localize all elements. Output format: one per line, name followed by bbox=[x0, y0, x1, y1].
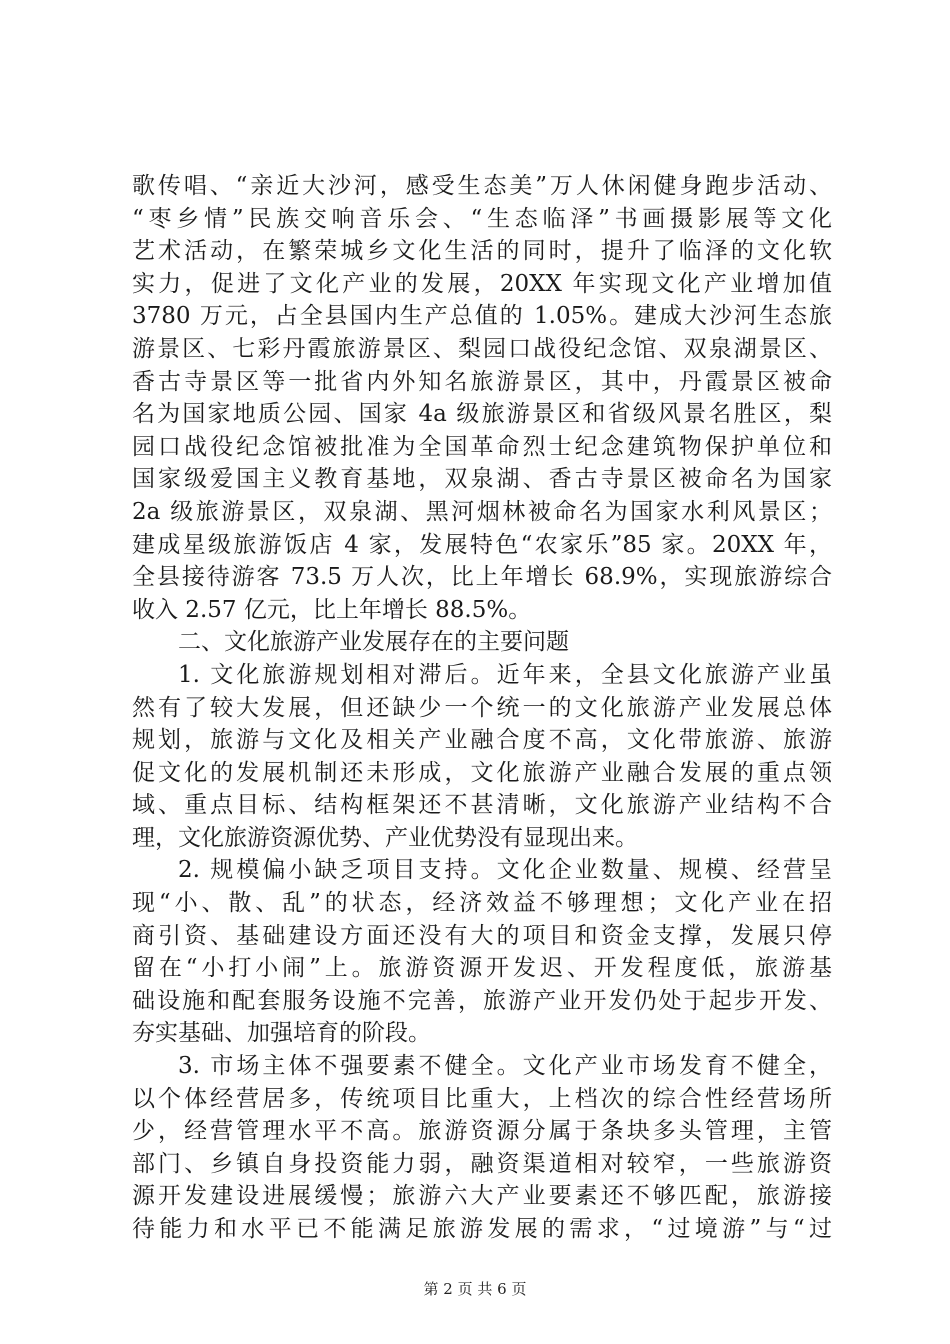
text-line: 然有了较大发展，但还缺少一个统一的文化旅游产业发展总体 bbox=[132, 694, 832, 721]
text-line: 二、文化旅游产业发展存在的主要问题 bbox=[178, 629, 569, 656]
text-line: 游景区、七彩丹霞旅游景区、梨园口战役纪念馆、双泉湖景区、 bbox=[132, 335, 832, 362]
body-text bbox=[132, 170, 832, 1246]
text-line: 1. 文化旅游规划相对滞后。近年来，全县文化旅游产业虽 bbox=[178, 661, 832, 688]
text-line: 源开发建设进展缓慢；旅游六大产业要素还不够匹配，旅游接 bbox=[132, 1183, 832, 1210]
text-line: 夯实基础、加强培育的阶段。 bbox=[132, 1020, 431, 1047]
text-line: 商引资、基础建设方面还没有大的项目和资金支撑，发展只停 bbox=[132, 922, 832, 949]
text-line: 待能力和水平已不能满足旅游发展的需求，“过境游”与“过 bbox=[132, 1216, 832, 1242]
page-footer: 第 2 页 共 6 页 bbox=[423, 1280, 527, 1298]
text-line: 2a 级旅游景区，双泉湖、黑河烟林被命名为国家水利风景区； bbox=[132, 498, 832, 525]
text-line: 部门、乡镇自身投资能力弱，融资渠道相对较窄，一些旅游资 bbox=[132, 1150, 832, 1177]
text-line: 域、重点目标、结构框架还不甚清晰，文化旅游产业结构不合 bbox=[132, 792, 832, 819]
text-line: 留在“小打小闹”上。旅游资源开发迟、开发程度低，旅游基 bbox=[132, 955, 832, 982]
text-line: 础设施和配套服务设施不完善，旅游产业开发仍处于起步开发、 bbox=[132, 987, 832, 1014]
text-line: 香古寺景区等一批省内外知名旅游景区，其中，丹霞景区被命 bbox=[132, 368, 832, 395]
text-line: 少，经营管理水平不高。旅游资源分属于条块多头管理，主管 bbox=[132, 1118, 832, 1145]
text-line: 规划，旅游与文化及相关产业融合度不高，文化带旅游、旅游 bbox=[132, 727, 832, 754]
text-line: 园口战役纪念馆被批准为全国革命烈士纪念建筑物保护单位和 bbox=[132, 433, 832, 460]
text-line: 3. 市场主体不强要素不健全。文化产业市场发育不健全， bbox=[178, 1053, 832, 1080]
text-line: 全县接待游客 73.5 万人次，比上年增长 68.9%，实现旅游综合 bbox=[132, 564, 832, 591]
text-line: 艺术活动，在繁荣城乡文化生活的同时，提升了临泽的文化软 bbox=[132, 238, 832, 265]
text-line: 名为国家地质公园、国家 4a 级旅游景区和省级风景名胜区，梨 bbox=[132, 401, 832, 428]
text-line: 收入 2.57 亿元，比上年增长 88.5%。 bbox=[132, 596, 532, 623]
text-line: 实力，促进了文化产业的发展，20XX 年实现文化产业增加值 bbox=[132, 270, 832, 297]
text-line: 歌传唱、“亲近大沙河，感受生态美”万人休闲健身跑步活动、 bbox=[132, 173, 832, 199]
text-line: 理，文化旅游资源优势、产业优势没有显现出来。 bbox=[132, 824, 638, 851]
text-line: 促文化的发展机制还未形成，文化旅游产业融合发展的重点领 bbox=[132, 759, 832, 786]
text-line: 现“小、散、乱”的状态，经济效益不够理想；文化产业在招 bbox=[132, 890, 832, 917]
text-line: “枣乡情”民族交响音乐会、“生态临泽”书画摄影展等文化 bbox=[132, 205, 832, 232]
text-line: 3780 万元，占全县国内生产总值的 1.05%。建成大沙河生态旅 bbox=[132, 303, 832, 330]
text-line: 建成星级旅游饭店 4 家，发展特色“农家乐”85 家。20XX 年， bbox=[132, 531, 832, 558]
text-line: 以个体经营居多，传统项目比重大，上档次的综合性经营场所 bbox=[132, 1085, 832, 1112]
text-line: 国家级爱国主义教育基地，双泉湖、香古寺景区被命名为国家 bbox=[132, 466, 832, 493]
text-line: 2. 规模偏小缺乏项目支持。文化企业数量、规模、经营呈 bbox=[178, 857, 832, 884]
